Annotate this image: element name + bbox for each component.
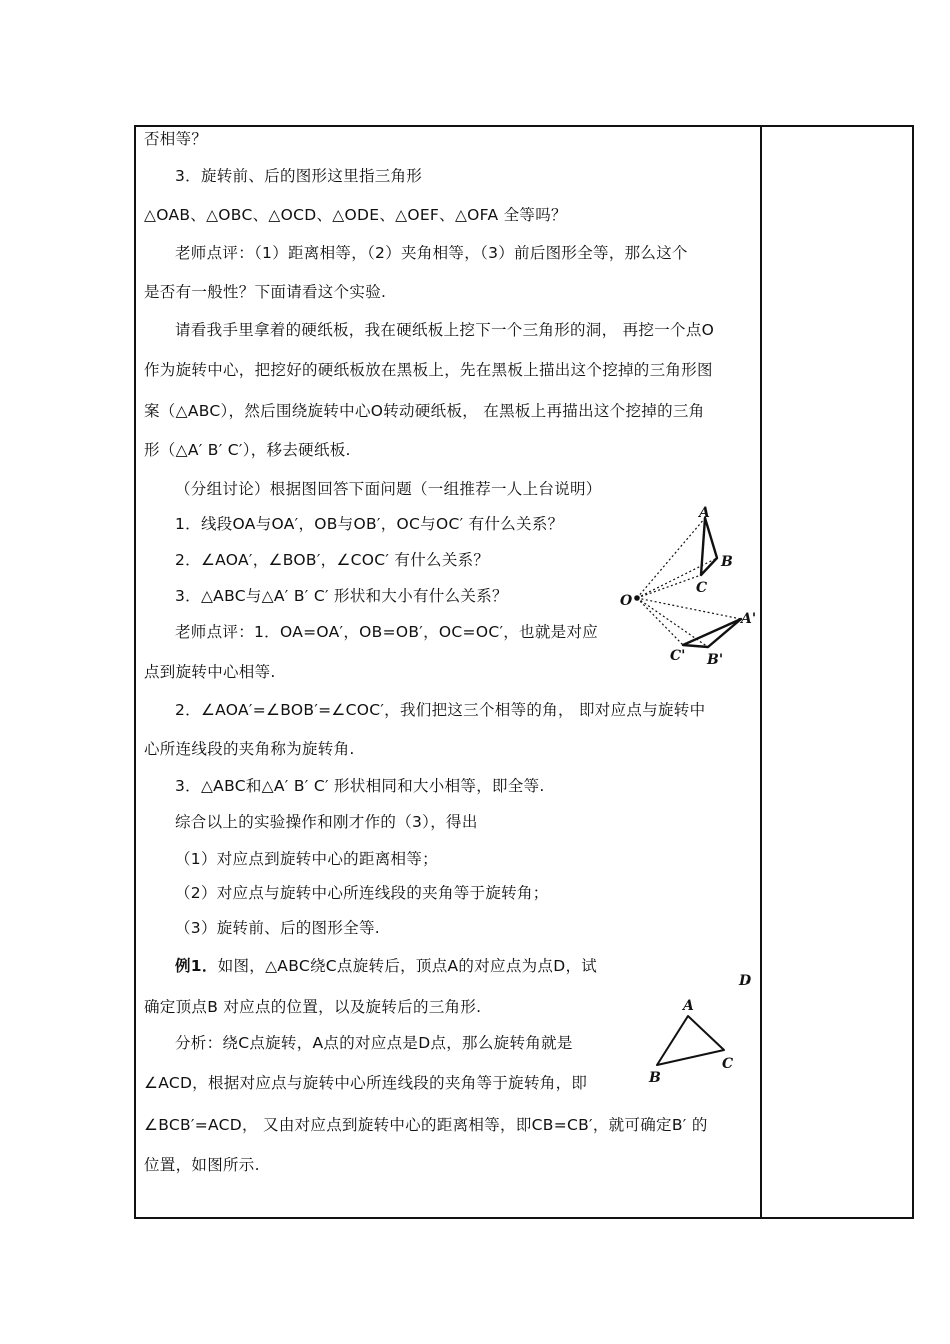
text-line: 1．线段OA与OA′，OB与OB′，OC与OC′ 有什么关系？ bbox=[175, 515, 564, 533]
label-A: A bbox=[699, 505, 710, 521]
text-line: 综合以上的实验操作和刚才作的（3），得出 bbox=[175, 813, 478, 831]
text-line: 2．∠AOA′=∠BOB′=∠COC′，我们把这三个相等的角， 即对应点与旋转中 bbox=[175, 701, 706, 719]
label-C-prime: C' bbox=[670, 648, 686, 664]
triangle-ABC-example bbox=[657, 1016, 724, 1065]
text-line: 分析：绕C点旋转，A点的对应点是D点，那么旋转角就是 bbox=[175, 1034, 573, 1052]
label-D: D bbox=[739, 973, 752, 989]
text-line: ∠BCB′=ACD， 又由对应点到旋转中心的距离相等，即CB=CB′，就可确定B′ 的 bbox=[144, 1116, 708, 1134]
text-line: （1）对应点到旋转中心的距离相等； bbox=[175, 850, 438, 868]
label-A-prime: A' bbox=[741, 611, 757, 627]
text-line: 案（△ABC），然后围绕旋转中心O转动硬纸板， 在黑板上再描出这个挖掉的三角 bbox=[144, 402, 705, 420]
text-line: ∠ACD，根据对应点与旋转中心所连线段的夹角等于旋转角，即 bbox=[144, 1074, 588, 1092]
text-line: 2．∠AOA′，∠BOB′，∠COC′ 有什么关系？ bbox=[175, 551, 490, 569]
triangle-A-prime-B-prime-C-prime bbox=[683, 619, 741, 647]
text-line: 是否有一般性？下面请看这个实验. bbox=[144, 283, 387, 301]
label-B: B bbox=[721, 554, 733, 570]
example-label: 例1． bbox=[175, 957, 218, 975]
label-C: C bbox=[696, 580, 708, 596]
text-line: 老师点评：1．OA=OA′，OB=OB′，OC=OC′，也就是对应 bbox=[175, 623, 599, 641]
text-line: 3．旋转前、后的图形这里指三角形 bbox=[175, 167, 423, 185]
point-O bbox=[634, 595, 640, 601]
text-line: 位置，如图所示. bbox=[144, 1156, 260, 1174]
triangle-ABC bbox=[701, 518, 717, 575]
rotation-figure bbox=[600, 500, 760, 675]
column-divider bbox=[760, 125, 762, 1219]
text-line: 3．△ABC和△A′ B′ C′ 形状相同和大小相等，即全等. bbox=[175, 777, 545, 795]
text-line: 3．△ABC与△A′ B′ C′ 形状和大小有什么关系？ bbox=[175, 587, 508, 605]
text-line: （2）对应点与旋转中心所连线段的夹角等于旋转角； bbox=[175, 884, 549, 902]
text-line: 心所连线段的夹角称为旋转角. bbox=[144, 740, 355, 758]
example-figure bbox=[640, 968, 758, 1088]
text-line: 点到旋转中心相等. bbox=[144, 663, 276, 681]
example-text: 如图，△ABC绕C点旋转后，顶点A的对应点为点D，试 bbox=[217, 957, 598, 975]
text-line: 否相等？ bbox=[144, 130, 208, 148]
text-line: （3）旋转前、后的图形全等. bbox=[175, 919, 380, 937]
text-line: （分组讨论）根据图回答下面问题（一组推荐一人上台说明） bbox=[175, 480, 602, 498]
text-line: 作为旋转中心，把挖好的硬纸板放在黑板上，先在黑板上描出这个挖掉的三角形图 bbox=[144, 361, 713, 379]
segment-OC-prime bbox=[637, 598, 683, 645]
label-A: A bbox=[683, 998, 694, 1014]
text-line: 请看我手里拿着的硬纸板，我在硬纸板上挖下一个三角形的洞， 再挖一个点O bbox=[175, 321, 715, 339]
text-line: 确定顶点B 对应点的位置，以及旋转后的三角形. bbox=[144, 998, 482, 1016]
label-B-prime: B' bbox=[707, 652, 724, 668]
text-line: 老师点评：（1）距离相等，（2）夹角相等，（3）前后图形全等，那么这个 bbox=[175, 244, 688, 262]
example-line bbox=[175, 956, 597, 976]
text-line: △OAB、△OBC、△OCD、△ODE、△OEF、△OFA 全等吗？ bbox=[144, 206, 567, 224]
label-O: O bbox=[620, 593, 633, 609]
label-C: C bbox=[722, 1056, 734, 1072]
label-B: B bbox=[649, 1070, 661, 1086]
text-line: 形（△A′ B′ C′），移去硬纸板. bbox=[144, 441, 351, 459]
